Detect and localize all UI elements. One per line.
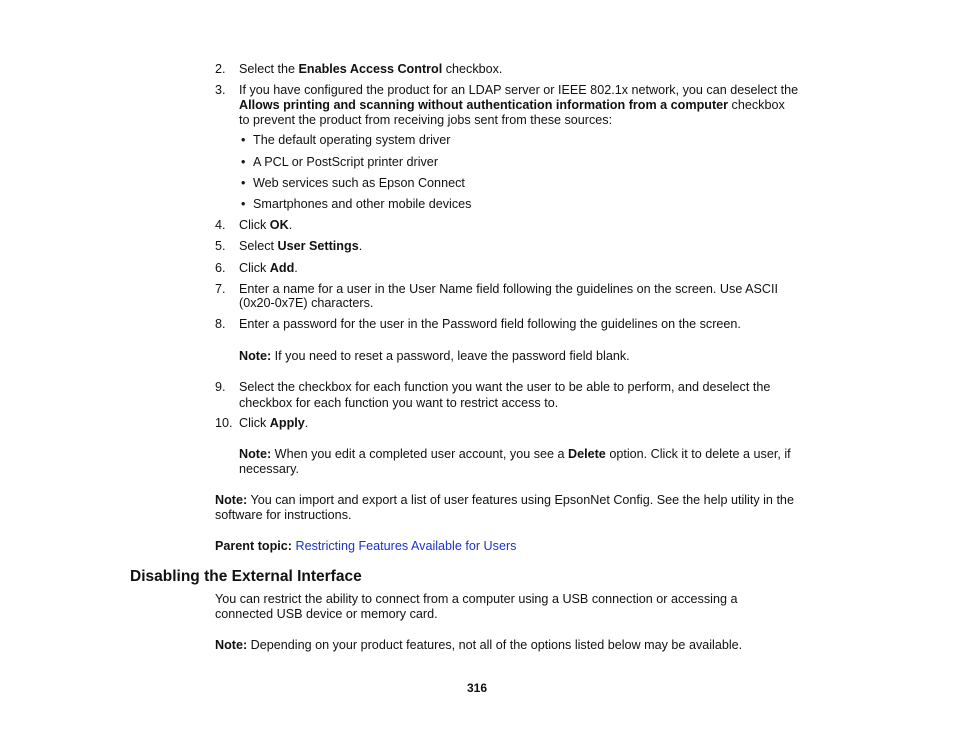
step-number: 9.	[215, 380, 226, 394]
note: necessary.	[239, 462, 299, 476]
section-heading: Disabling the External Interface	[130, 568, 362, 585]
bullet-item: Smartphones and other mobile devices	[253, 197, 472, 211]
step-text: Select the Enables Access Control checkbox.	[239, 62, 503, 76]
note: Note: You can import and export a list of user features using EpsonNet Config. See the help utility in the	[215, 493, 794, 507]
step-text: (0x20-0x7E) characters.	[239, 296, 374, 310]
step-text: Enter a password for the user in the Password field following the guidelines on the screen.	[239, 317, 741, 331]
step-text: Click Apply.	[239, 416, 309, 430]
step-text: Click OK.	[239, 218, 293, 232]
bullet-item: Web services such as Epson Connect	[253, 176, 465, 190]
parent-topic: Parent topic: Restricting Features Available for Users	[215, 539, 517, 553]
note: Note: When you edit a completed user account, you see a Delete option. Click it to delete a user, if	[239, 447, 791, 461]
section-paragraph: You can restrict the ability to connect from a computer using a USB connection or accessing a	[215, 592, 738, 606]
step-text: Allows printing and scanning without authentication information from a computer checkbox	[239, 98, 785, 112]
parent-topic-link[interactable]: Restricting Features Available for Users	[295, 539, 517, 553]
step-text: If you have configured the product for an LDAP server or IEEE 802.1x network, you can deselect the	[239, 83, 799, 97]
bullet-glyph: •	[241, 155, 246, 169]
note: Note: Depending on your product features, not all of the options listed below may be available.	[215, 638, 743, 652]
bullet-glyph: •	[241, 176, 246, 190]
step-number: 5.	[215, 239, 226, 253]
bullet-glyph: •	[241, 133, 246, 147]
section-paragraph: connected USB device or memory card.	[215, 607, 438, 621]
page-number: 316	[467, 681, 488, 695]
step-number: 3.	[215, 83, 226, 97]
step-text: checkbox for each function you want to restrict access to.	[239, 396, 559, 410]
step-text: Enter a name for a user in the User Name field following the guidelines on the screen. Use ASCII	[239, 282, 779, 296]
step-number: 2.	[215, 62, 226, 76]
bullet-item: A PCL or PostScript printer driver	[253, 155, 439, 169]
step-number: 8.	[215, 317, 226, 331]
step-text: to prevent the product from receiving jobs sent from these sources:	[239, 113, 613, 127]
note: Note: If you need to reset a password, leave the password field blank.	[239, 349, 630, 363]
step-number: 4.	[215, 218, 226, 232]
step-text: Select User Settings.	[239, 239, 363, 253]
bullet-glyph: •	[241, 197, 246, 211]
step-text: Select the checkbox for each function you want the user to be able to perform, and deselect the	[239, 380, 771, 394]
note: software for instructions.	[215, 508, 352, 522]
bullet-item: The default operating system driver	[253, 133, 451, 147]
step-number: 6.	[215, 261, 226, 275]
step-number: 7.	[215, 282, 226, 296]
step-number: 10.	[215, 416, 233, 430]
step-text: Click Add.	[239, 261, 298, 275]
